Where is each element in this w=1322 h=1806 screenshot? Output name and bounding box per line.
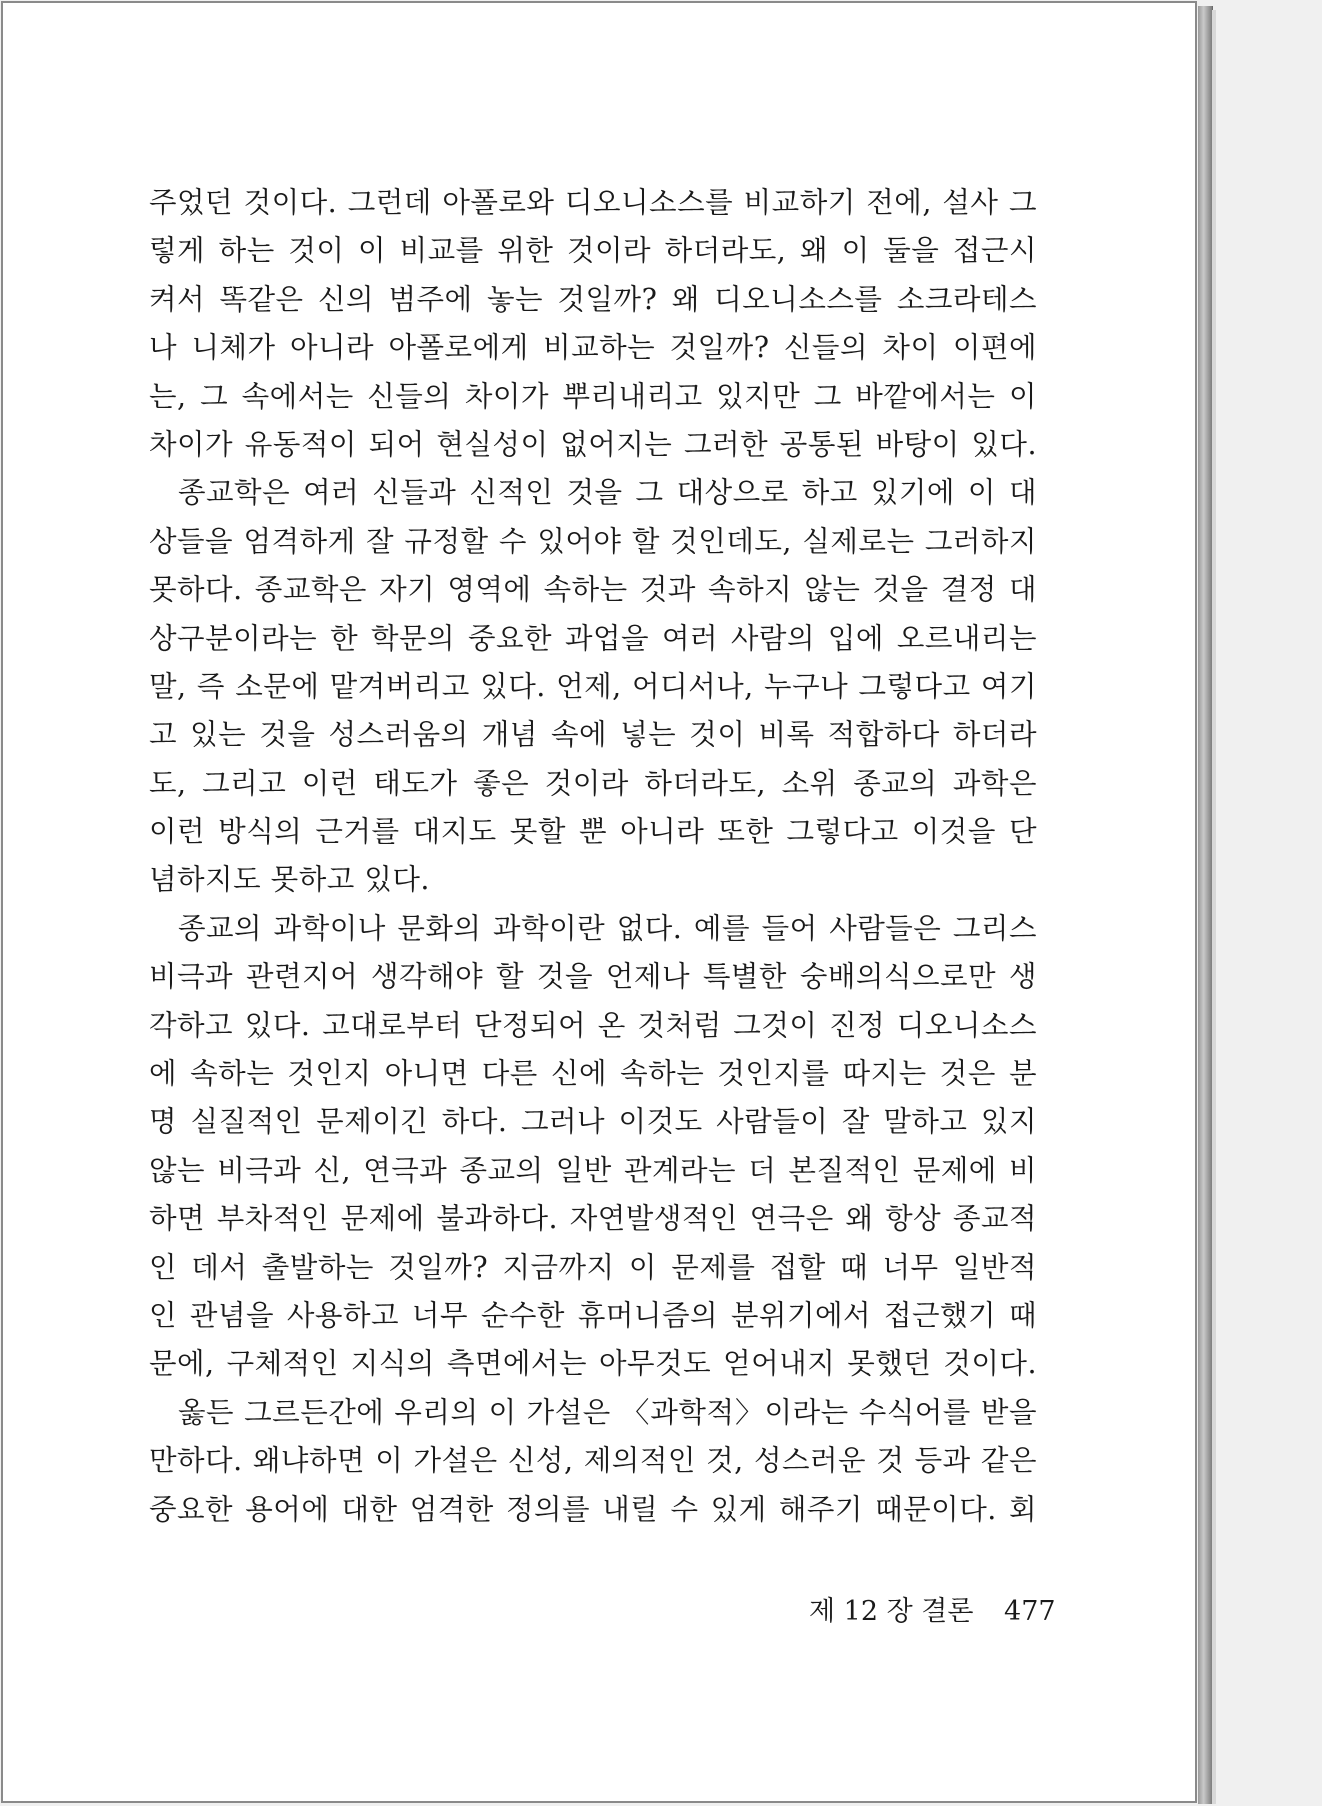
page-stack-edge: [1198, 6, 1213, 1804]
text-line: 명 실질적인 문제이긴 하다. 그러나 이것도 사람들이 잘 말하고 있지: [149, 1105, 1037, 1139]
page-shadow: [1212, 10, 1216, 1804]
text-line: 비극과 관련지어 생각해야 할 것을 언제나 특별한 숭배의식으로만 생: [149, 960, 1037, 994]
text-line: 각하고 있다. 고대로부터 단정되어 온 것처럼 그것이 진정 디오니소스: [149, 1008, 1037, 1042]
text-line: 는, 그 속에서는 신들의 차이가 뿌리내리고 있지만 그 바깥에서는 이: [149, 379, 1037, 413]
text-line: 상구분이라는 한 학문의 중요한 과업을 여러 사람의 입에 오르내리는: [149, 621, 1037, 655]
text-line: 인 관념을 사용하고 너무 순수한 휴머니즘의 분위기에서 접근했기 때: [149, 1298, 1037, 1332]
text-line: 종교의 과학이나 문화의 과학이란 없다. 예를 들어 사람들은 그리스: [178, 911, 1037, 945]
text-line: 이런 방식의 근거를 대지도 못할 뿐 아니라 또한 그렇다고 이것을 단: [149, 815, 1037, 849]
text-line: 중요한 용어에 대한 엄격한 정의를 내릴 수 있게 해주기 때문이다. 회: [149, 1492, 1037, 1526]
text-line: 념하지도 못하고 있다.: [149, 863, 430, 897]
text-line: 나 니체가 아니라 아폴로에게 비교하는 것일까? 신들의 차이 이편에: [149, 331, 1037, 365]
text-line: 도, 그리고 이런 태도가 좋은 것이라 하더라도, 소위 종교의 과학은: [149, 766, 1037, 800]
text-line: 주었던 것이다. 그런데 아폴로와 디오니소스를 비교하기 전에, 설사 그: [149, 186, 1037, 219]
text-line: 고 있는 것을 성스러움의 개념 속에 넣는 것이 비록 적합하다 하더라: [149, 718, 1037, 752]
text-line: 못하다. 종교학은 자기 영역에 속하는 것과 속하지 않는 것을 결정 대: [149, 573, 1037, 607]
text-line: 에 속하는 것인지 아니면 다른 신에 속하는 것인지를 따지는 것은 분: [149, 1057, 1037, 1091]
text-line: 종교학은 여러 신들과 신적인 것을 그 대상으로 하고 있기에 이 대: [178, 476, 1037, 510]
text-line: 말, 즉 소문에 맡겨버리고 있다. 언제, 어디서나, 누구나 그렇다고 여기: [149, 669, 1037, 703]
text-line: 문에, 구체적인 지식의 측면에서는 아무것도 얻어내지 못했던 것이다.: [149, 1347, 1037, 1381]
text-line: 인 데서 출발하는 것일까? 지금까지 이 문제를 접할 때 너무 일반적: [149, 1250, 1037, 1284]
text-line: 렇게 하는 것이 이 비교를 위한 것이라 하더라도, 왜 이 둘을 접근시: [149, 234, 1037, 268]
text-line: 않는 비극과 신, 연극과 종교의 일반 관계라는 더 본질적인 문제에 비: [149, 1153, 1037, 1187]
text-line: 만하다. 왜냐하면 이 가설은 신성, 제의적인 것, 성스러운 것 등과 같은: [149, 1444, 1037, 1478]
text-line: 차이가 유동적이 되어 현실성이 없어지는 그러한 공통된 바탕이 있다.: [149, 427, 1037, 461]
text-line: 상들을 엄격하게 잘 규정할 수 있어야 할 것인데도, 실제로는 그러하지: [149, 524, 1037, 558]
text-line: 켜서 똑같은 신의 범주에 놓는 것일까? 왜 디오니소스를 소크라테스: [149, 282, 1037, 316]
chapter-label: 제 12 장 결론: [809, 1596, 974, 1627]
text-line: 옳든 그르든간에 우리의 이 가설은 〈과학적〉이라는 수식어를 받을: [178, 1395, 1037, 1429]
text-line: 하면 부차적인 문제에 불과하다. 자연발생적인 연극은 왜 항상 종교적: [149, 1202, 1037, 1236]
body-text: [149, 179, 1037, 1534]
page-footer: [809, 1589, 1056, 1628]
page-number: 477: [1004, 1596, 1056, 1627]
book-page: [1, 1, 1197, 1803]
